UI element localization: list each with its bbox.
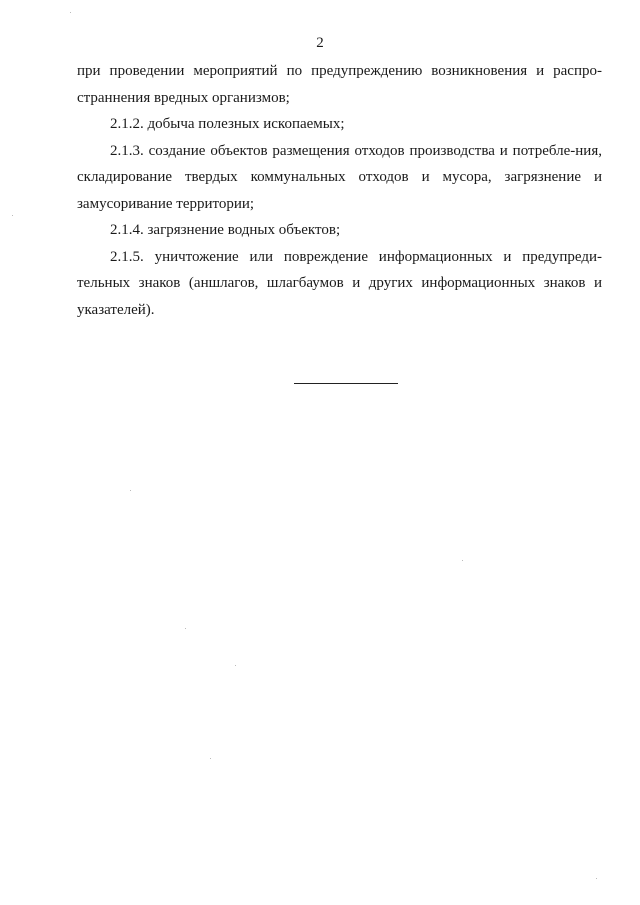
scan-speck xyxy=(130,490,131,491)
paragraph-continuation: при проведении мероприятий по предупреждению возникновения и распро-страннения вредных организмов; xyxy=(77,63,602,106)
scan-speck xyxy=(12,215,13,216)
paragraph-2-1-4: 2.1.4. загрязнение водных объектов; xyxy=(110,222,341,238)
paragraph-2-1-5: 2.1.5. уничтожение или повреждение информационных и предупреди-тельных знаков (аншлагов, шлагбаумов и других информационных знаков и указателей). xyxy=(77,248,602,318)
end-divider-line xyxy=(294,383,398,384)
paragraph-2-1-2: 2.1.2. добыча полезных ископаемых; xyxy=(110,116,345,132)
document-body xyxy=(77,58,602,323)
scan-speck xyxy=(235,665,236,666)
page-number: 2 xyxy=(316,35,324,51)
scan-speck xyxy=(462,560,463,561)
paragraph-2-1-3: 2.1.3. создание объектов размещения отходов производства и потребле-ния, складирование твердых коммунальных отходов и мусора, загрязнение и замусоривание территории; xyxy=(77,142,602,212)
scan-speck xyxy=(210,758,211,759)
scan-speck xyxy=(185,628,186,629)
scan-speck xyxy=(70,12,71,13)
scan-speck xyxy=(596,878,597,879)
